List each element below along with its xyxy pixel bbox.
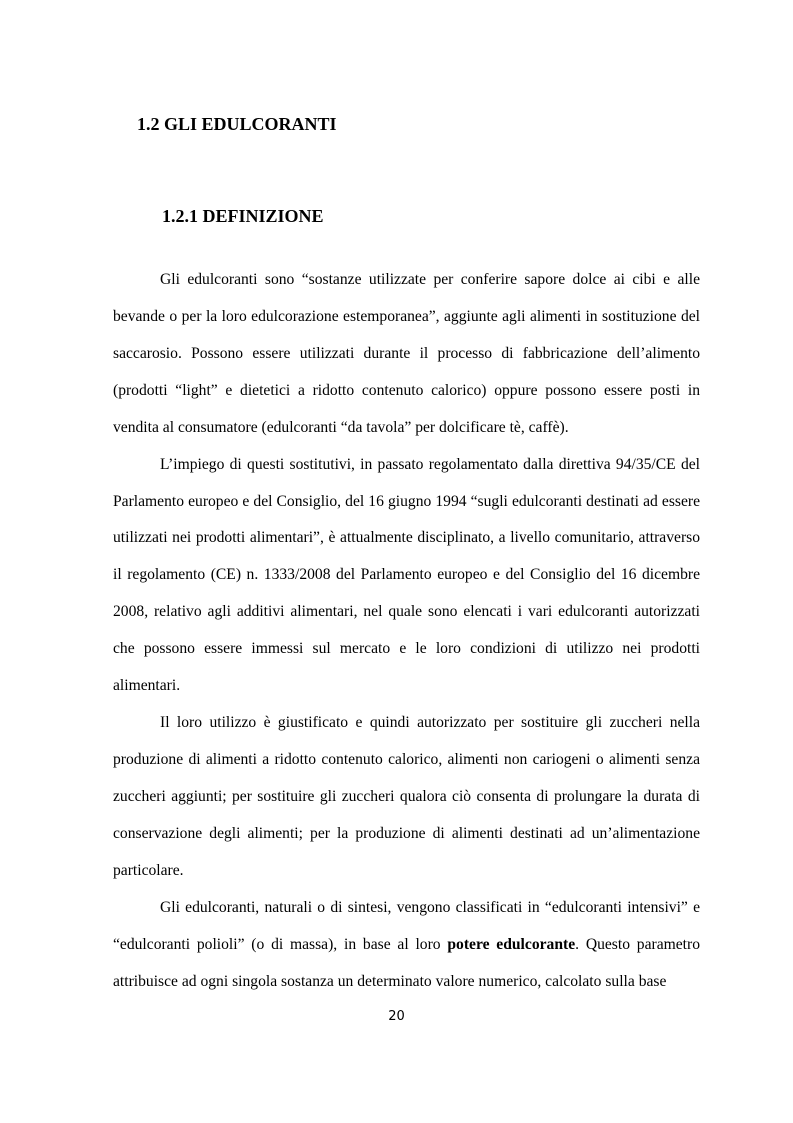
paragraph-definition: Gli edulcoranti sono “sostanze utilizzate per conferire sapore dolce ai cibi e alle bevande o per la loro edulcorazione estemporanea”, aggiunte agli alimenti in sostituzione del saccarosio. Possono essere utilizzati durante il processo di fabbricazione dell’alimento (prodotti “light” e dietetici a ridotto contenuto calorico) oppure possono essere posti in vendita al consumatore (edulcoranti “da tavola” per dolcificare tè, caffè).	[113, 271, 700, 436]
paragraph-regulation: L’impiego di questi sostitutivi, in passato regolamentato dalla direttiva 94/35/CE del Parlamento europeo e del Consiglio, del 16 giugno 1994 “sugli edulcoranti destinati ad essere utilizzati nei prodotti alimentari”, è attualmente disciplinato, a livello comunitario, attraverso il regolamento (CE) n. 1333/2008 del Parlamento europeo e del Consiglio del 16 dicembre 2008, relativo agli additivi alimentari, nel quale sono elencati i vari edulcoranti autorizzati che possono essere immessi sul mercato e le loro condizioni di utilizzo nei prodotti alimentari.	[113, 455, 700, 695]
body-text	[113, 262, 700, 1000]
section-title: 1.2 GLI EDULCORANTI	[137, 114, 337, 134]
subsection-title: 1.2.1 DEFINIZIONE	[162, 206, 324, 226]
classification-text-before: Gli edulcoranti, naturali o di sintesi, vengono classificati in “edulcoranti intensivi” e “edulcoranti polioli” (o di massa), in base al loro	[113, 898, 700, 953]
bold-term-potere-edulcorante: potere edulcorante	[447, 935, 576, 953]
page-number: 20	[388, 1009, 405, 1024]
paragraph-classification	[113, 890, 700, 1001]
paragraph-usage: Il loro utilizzo è giustificato e quindi autorizzato per sostituire gli zuccheri nella produzione di alimenti a ridotto contenuto calorico, alimenti non cariogeni o alimenti senza zuccheri aggiunti; per sostituire gli zuccheri qualora ciò consenta di prolungare la durata di conservazione degli alimenti; per la produzione di alimenti destinati ad un’alimentazione particolare.	[113, 714, 700, 879]
classification-text-after: . Questo parametro attribuisce ad ogni singola sostanza un determinato valore numerico, calcolato sulla base	[113, 935, 700, 990]
